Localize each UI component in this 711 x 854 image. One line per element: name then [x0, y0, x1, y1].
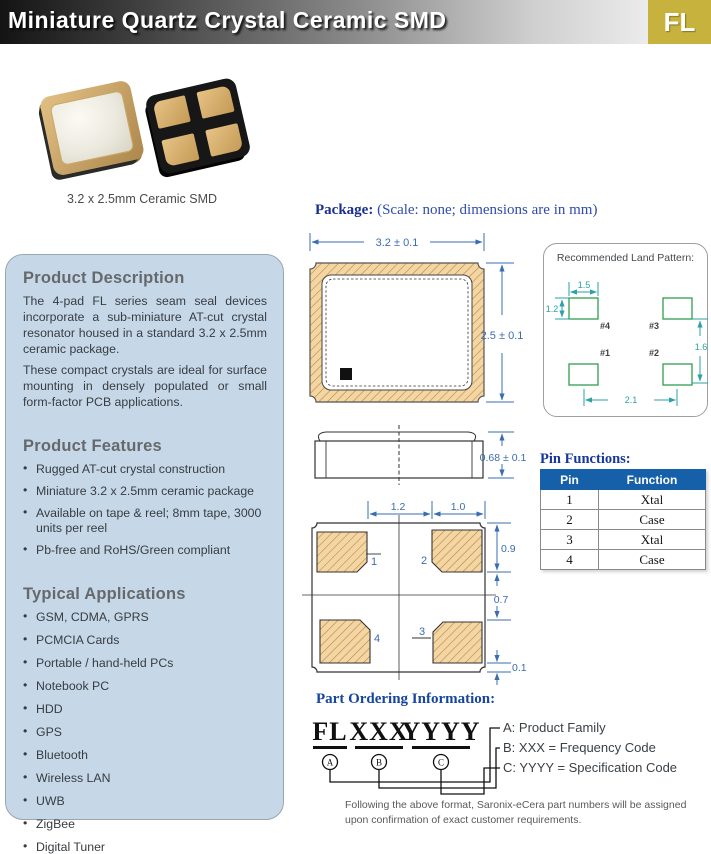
side-view-height-dimension: [480, 432, 527, 478]
function-cell: Case: [599, 510, 706, 530]
bottom-pad-4: [320, 620, 370, 663]
bottom-view-right-dimensions: [487, 523, 527, 685]
bottom-dim-x2-label: 1.0: [450, 501, 466, 513]
land-pad-label-4: #4: [600, 321, 611, 331]
land-pad-4: [569, 298, 598, 319]
land-pad-3: [663, 298, 692, 319]
application-item: • Portable / hand-held PCs: [23, 656, 267, 671]
ordering-code-spec: YYYY: [401, 717, 481, 746]
side-view-diagram: [315, 425, 483, 485]
applications-list: [23, 610, 267, 854]
land-dim-horizontal-pitch-label: 2.1: [624, 395, 638, 405]
pad-number-4: 4: [373, 633, 381, 645]
application-item: • UWB: [23, 794, 267, 809]
table-row: [541, 550, 706, 570]
features-heading: Product Features: [23, 436, 162, 455]
function-cell: Case: [599, 550, 706, 570]
land-dim-pad-height-label: 1.2: [545, 304, 559, 314]
package-heading-label: Package:: [315, 202, 374, 218]
connector-line-c: [441, 768, 500, 794]
pin-cell: 2: [541, 510, 599, 530]
gold-pad: [205, 123, 243, 157]
land-pattern-title: Recommended Land Pattern:: [556, 252, 695, 264]
land-pad-1: [569, 364, 598, 385]
land-pad-label-2: #2: [649, 348, 660, 358]
pin-functions-table: [540, 469, 706, 570]
application-item: • GSM, CDMA, GPRS: [23, 610, 267, 625]
application-item: • Digital Tuner: [23, 840, 267, 854]
table-row: [541, 510, 706, 530]
package-drawing: [300, 225, 538, 690]
function-cell: Xtal: [599, 530, 706, 550]
bottom-view-diagram: [302, 515, 496, 680]
pad-number-2: 2: [420, 555, 428, 567]
product-info-panel: [5, 254, 284, 854]
function-cell: Xtal: [599, 490, 706, 510]
application-item: • ZigBee: [23, 817, 267, 832]
function-column-header: Function: [599, 470, 706, 490]
application-item: • Bluetooth: [23, 748, 267, 763]
crystal-top-photo: [39, 79, 146, 176]
application-item: • HDD: [23, 702, 267, 717]
top-view-height-dimension: [481, 263, 524, 402]
pin1-marker: [340, 368, 352, 380]
pad-number-3: 3: [418, 626, 426, 638]
pin-column-header: Pin: [541, 470, 599, 490]
pin-cell: 3: [541, 530, 599, 550]
bottom-dim-y3-label: 0.1: [512, 662, 527, 674]
page-title: Miniature Quartz Crystal Ceramic SMD: [8, 7, 447, 33]
land-pattern-drawing: [544, 244, 709, 418]
top-view-diagram: [310, 263, 484, 402]
feature-item: • Pb-free and RoHS/Green compliant: [23, 543, 267, 558]
top-view-width-dimension: [310, 233, 484, 251]
pin-cell: 4: [541, 550, 599, 570]
land-pattern-panel: [543, 243, 708, 417]
bottom-dim-x1-label: 1.2: [390, 501, 406, 513]
part-ordering-diagram: [310, 710, 710, 810]
side-view-height-label: 0.68 ± 0.1: [479, 452, 527, 464]
application-item: • Notebook PC: [23, 679, 267, 694]
bottom-dim-y2-label: 0.7: [493, 594, 509, 606]
bottom-pad-2: [432, 530, 482, 572]
land-dim-horizontal-pitch: [584, 389, 677, 406]
description-paragraph-1: The 4-pad FL series seam seal devices incorporate a sub-miniature AT-cut crystal resonator housed in a standard 3.2 x 2.5mm ceramic package.: [23, 294, 267, 356]
bottom-view-top-dimensions: [368, 501, 485, 519]
applications-heading: Typical Applications: [23, 585, 186, 604]
table-row: [541, 490, 706, 510]
pad-number-1: 1: [370, 556, 378, 568]
application-item: • Wireless LAN: [23, 771, 267, 786]
land-dim-vertical-pitch: [692, 319, 708, 383]
land-pad-2: [663, 364, 692, 385]
header-bar: [0, 0, 711, 44]
gold-pad: [161, 133, 199, 167]
bottom-pad-1: [317, 532, 367, 572]
ordering-code-frequency: XXX: [349, 717, 409, 746]
gold-pad: [153, 95, 191, 129]
land-pad-label-3: #3: [649, 321, 660, 331]
ordering-legend-a: A: Product Family: [503, 720, 606, 735]
package-heading: [315, 202, 597, 219]
bottom-dim-y1-label: 0.9: [501, 543, 516, 555]
application-item: • GPS: [23, 725, 267, 740]
description-paragraph-2: These compact crystals are ideal for surface mounting in densely populated or small form-factor PCB applications.: [23, 362, 267, 409]
series-badge: FL: [648, 0, 711, 44]
pin-cell: 1: [541, 490, 599, 510]
gold-pad: [196, 85, 234, 119]
land-dim-vertical-pitch-label: 1.6: [694, 342, 708, 352]
description-heading: Product Description: [23, 269, 185, 287]
feature-item: • Rugged AT-cut crystal construction: [23, 462, 267, 477]
top-view-width-label: 3.2 ± 0.1: [375, 237, 419, 249]
ordering-circle-c-label: C: [437, 757, 445, 768]
ordering-code-family: FL: [312, 717, 348, 746]
ordering-legend-b: B: XXX = Frequency Code: [503, 740, 656, 755]
feature-item: • Miniature 3.2 x 2.5mm ceramic package: [23, 484, 267, 499]
application-item: • PCMCIA Cards: [23, 633, 267, 648]
crystal-bottom-photo: [144, 77, 252, 176]
ordering-legend-c: C: YYYY = Specification Code: [503, 760, 678, 775]
package-heading-note: (Scale: none; dimensions are in mm): [377, 202, 598, 218]
feature-item: • Available on tape & reel; 8mm tape, 3000 units per reel: [23, 506, 267, 536]
ordering-circle-b-label: B: [375, 757, 383, 768]
top-view-height-label: 2.5 ± 0.1: [480, 330, 524, 342]
ordering-circle-a-label: A: [326, 757, 334, 768]
table-row: [541, 530, 706, 550]
pin-functions-heading: Pin Functions:: [540, 451, 631, 467]
land-dim-pad-width-label: 1.5: [577, 280, 591, 290]
footer-note: Following the above format, Saronix-eCera part numbers will be assigned upon confirmation of exact customer requirements.: [345, 799, 687, 827]
photo-caption: 3.2 x 2.5mm Ceramic SMD: [66, 192, 218, 206]
part-ordering-heading: Part Ordering Information:: [316, 691, 496, 707]
features-list: [23, 462, 267, 558]
land-dim-pad-width: [569, 280, 598, 296]
bottom-pad-3: [433, 622, 482, 663]
land-dim-pad-height: [546, 298, 571, 319]
crystal-ceramic-lid: [49, 90, 134, 166]
land-pad-label-1: #1: [600, 348, 611, 358]
